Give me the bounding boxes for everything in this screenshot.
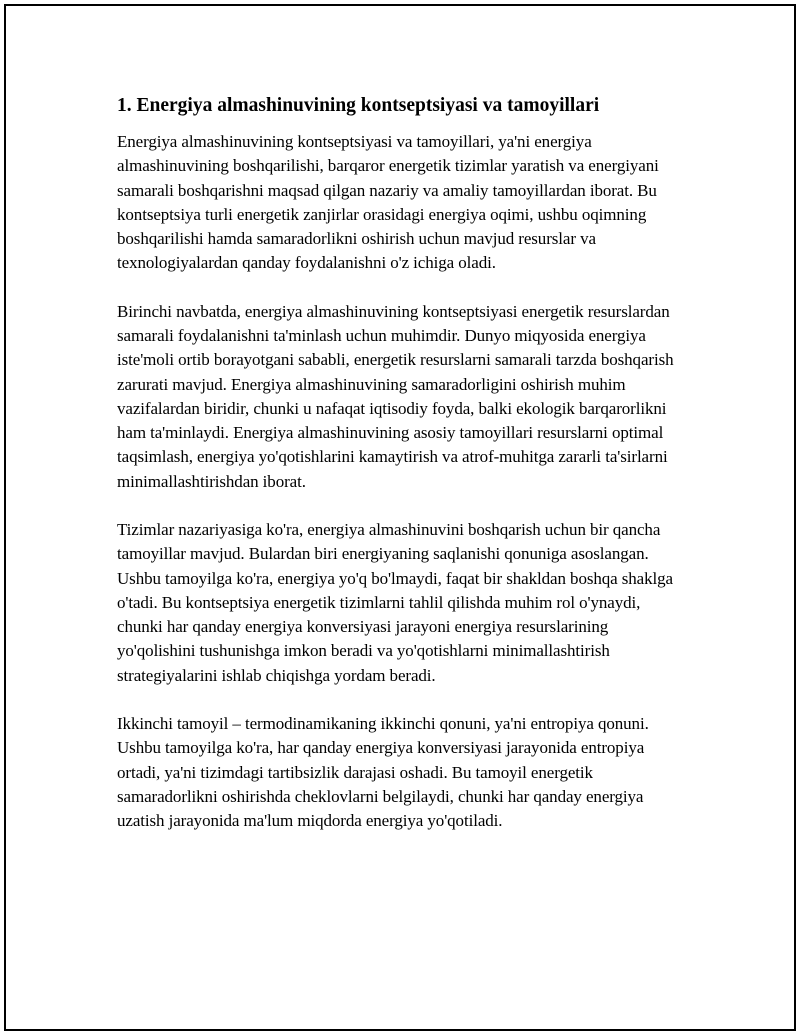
paragraph-1: Energiya almashinuvining kontseptsiyasi va tamoyillari, ya'ni energiya almashinuvining boshqarilishi, barqaror energetik tizimlar yaratish va energiyani samarali boshqarishni maqsad qilgan nazariy va amaliy tamoyillardan iborat. Bu kontseptsiya turli energetik zanjirlar orasidagi energiya oqimi, ushbu oqimning boshqarilishi hamda samaradorlikni oshirish uchun mavjud resurslar va texnologiyalardan qanday foydalanishni o'z ichiga oladi. [117,132,659,273]
paragraph-2: Birinchi navbatda, energiya almashinuvining kontseptsiyasi energetik resurslardan samarali foydalanishni ta'minlash uchun muhimdir. Dunyo miqyosida energiya iste'moli ortib borayotgani sababli, energetik resurslarni samarali tarzda boshqarish zarurati mavjud. Energiya almashinuvining samaradorligini oshirish muhim vazifalardan biridir, chunki u nafaqat iqtisodiy foyda, balki ekologik barqarorlikni ham ta'minlaydi. Energiya almashinuvining asosiy tamoyillari resurslarni optimal taqsimlash, energiya yo'qotishlarini kamaytirish va atrof-muhitga zararli ta'sirlarni minimallashtirishdan iborat. [117,301,674,491]
paragraph-4: Ikkinchi tamoyil – termodinamikaning ikkinchi qonuni, ya'ni entropiya qonuni. Ushbu tamoyilga ko'ra, har qanday energiya konversiyasi jarayonida entropiya ortadi, ya'ni tizimdagi tartibsizlik darajasi oshadi. Bu tamoyil energetik samaradorlikni oshirishda cheklovlarni belgilaydi, chunki har qanday energiya uzatish jarayonida ma'lum miqdorda energiya yo'qotiladi. [117,714,649,830]
document-body [117,92,683,858]
section-heading: 1. Energiya almashinuvining kontseptsiyasi va tamoyillari [117,95,600,116]
paragraph-3: Tizimlar nazariyasiga ko'ra, energiya almashinuvini boshqarish uchun bir qancha tamoyillar mavjud. Bulardan biri energiyaning saqlanishi qonuniga asoslangan. Ushbu tamoyilga ko'ra, energiya yo'q bo'lmaydi, faqat bir shakldan boshqa shaklga o'tadi. Bu kontseptsiya energetik tizimlarni tahlil qilishda muhim rol o'ynaydi, chunki har qanday energiya konversiyasi jarayoni energiya resurslarining yo'qolishini tushunishga imkon beradi va yo'qotishlarni minimallashtirish strategiyalarini ishlab chiqishga yordam beradi. [117,520,673,685]
